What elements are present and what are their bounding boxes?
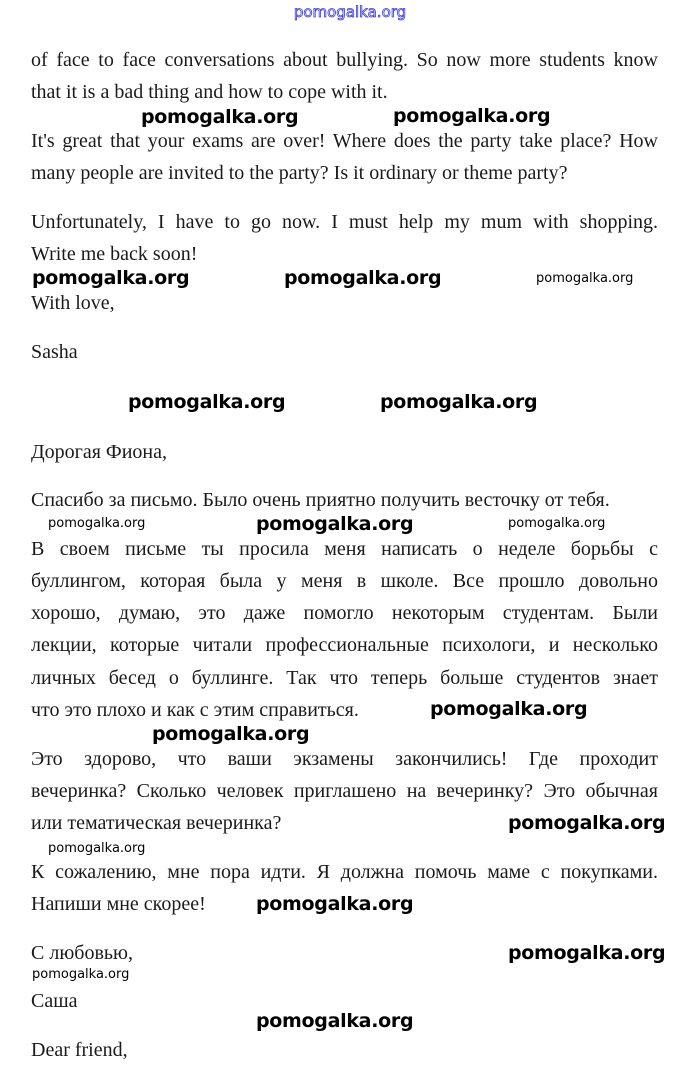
watermark: pomogalka.org	[256, 1010, 414, 1032]
watermark: pomogalka.org	[141, 106, 299, 128]
text-line: Это здорово, что ваши экзамены закончились! Где проходит	[31, 748, 658, 770]
text-line: хорошо, думаю, это даже помогло некоторым студентам. Были	[31, 602, 658, 624]
watermark: pomogalka.org	[508, 942, 666, 964]
text-line: Саша	[31, 990, 78, 1012]
text-line: Unfortunately, I have to go now. I must help my mum with shopping.	[31, 211, 658, 233]
text-line: Write me back soon!	[31, 243, 198, 265]
watermark: pomogalka.org	[508, 812, 666, 834]
watermark: pomogalka.org	[32, 967, 130, 982]
text-line: Спасибо за письмо. Было очень приятно получить весточку от тебя.	[31, 489, 610, 511]
watermark: pomogalka.org	[393, 105, 551, 127]
watermark: pomogalka.org	[380, 391, 538, 413]
text-line: Напиши мне скорее!	[31, 893, 206, 915]
watermark: pomogalka.org	[48, 841, 146, 856]
text-line: of face to face conversations about bullying. So now more students know	[31, 49, 658, 71]
text-line: вечеринка? Сколько человек приглашено на вечеринку? Это обычная	[31, 780, 658, 802]
text-line: буллингом, которая была у меня в школе. Все прошло довольно	[31, 570, 658, 592]
watermark: pomogalka.org	[284, 267, 442, 289]
text-line: личных бесед о буллинге. Так что теперь больше студентов знает	[31, 667, 658, 689]
text-line: К сожалению, мне пора идти. Я должна помочь маме с покупками.	[31, 861, 658, 883]
text-line: It's great that your exams are over! Where does the party take place? How	[31, 130, 658, 152]
text-line: that it is a bad thing and how to cope with it.	[31, 81, 388, 103]
text-line: With love,	[31, 292, 115, 314]
watermark: pomogalka.org	[32, 267, 190, 289]
watermark: pomogalka.org	[536, 271, 634, 286]
text-line: или тематическая вечеринка?	[31, 812, 282, 834]
text-line: Дорогая Фиона,	[31, 441, 168, 463]
header-watermark: pomogalka.org	[293, 3, 407, 21]
watermark: pomogalka.org	[256, 893, 414, 915]
text-line: лекции, которые читали профессиональные психологи, и несколько	[31, 634, 658, 656]
text-line: С любовью,	[31, 942, 133, 964]
text-line: Sasha	[31, 341, 78, 363]
text-line: В своем письме ты просила меня написать о неделе борьбы с	[31, 538, 658, 560]
watermark: pomogalka.org	[128, 391, 286, 413]
text-line: Dear friend,	[31, 1039, 128, 1061]
watermark: pomogalka.org	[430, 698, 588, 720]
watermark: pomogalka.org	[48, 516, 146, 531]
watermark: pomogalka.org	[152, 723, 310, 745]
watermark: pomogalka.org	[256, 513, 414, 535]
text-line: many people are invited to the party? Is it ordinary or theme party?	[31, 162, 568, 184]
watermark: pomogalka.org	[508, 516, 606, 531]
text-line: что это плохо и как с этим справиться.	[31, 699, 359, 721]
